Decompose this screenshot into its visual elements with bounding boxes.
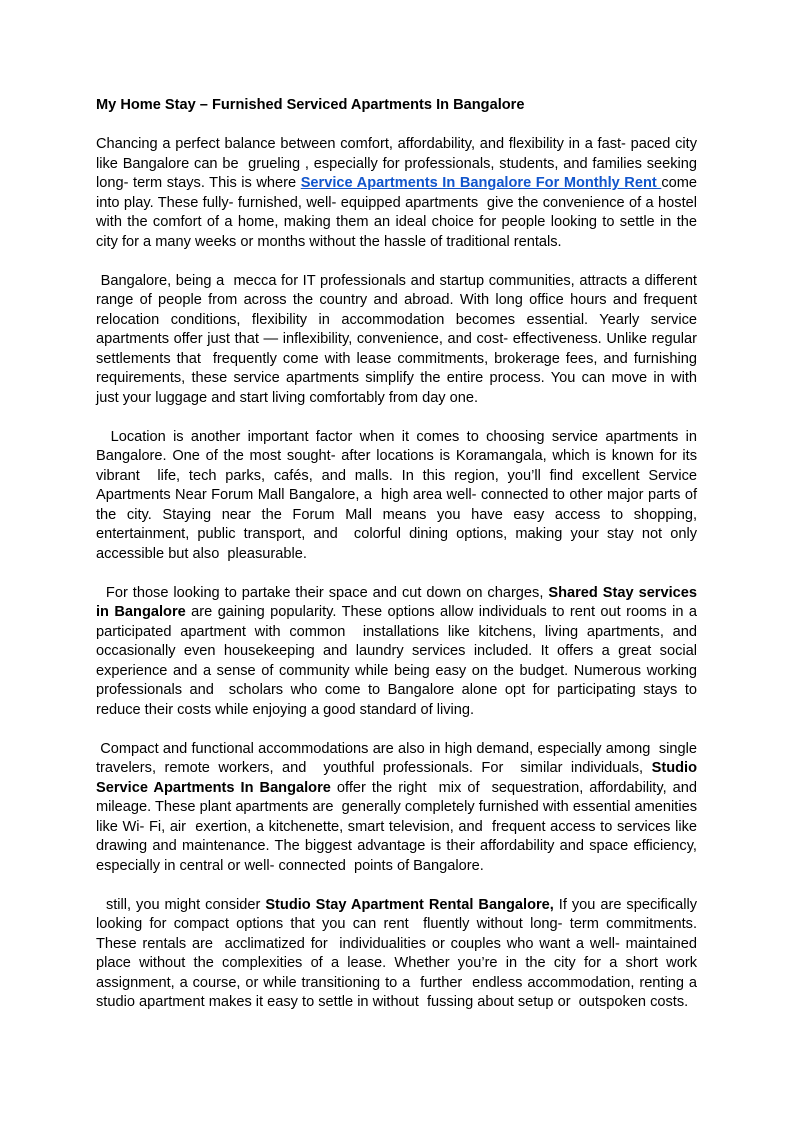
monthly-rent-link[interactable]: Service Apartments In Bangalore For Monthly Rent xyxy=(300,175,662,191)
paragraph-text: come into play. These fully- furnished, well- equipped apartments give the convenience of a hostel with the comfort of a home, making them an ideal choice for people looking to settle in the city for a many weeks or months without the hassle of traditional rentals. xyxy=(96,175,702,250)
paragraph-text: If you are specifically looking for compact options that you can rent fluently without long- term commitments. These rentals are acclimatized for individualities or couples who want a well- maintained place without the complexities of a lease. Whether you’re in the city for a short work assignment, a course, or while transitioning to a further endless accommodation, renting a studio apartment makes it easy to settle in without fussing about setup or outspoken costs. xyxy=(96,896,702,1010)
paragraph-text: Compact and functional accommodations are also in high demand, especially among single travelers, remote workers, and youthful professionals. For similar individuals, xyxy=(96,740,702,776)
paragraph-text: offer the right mix of sequestration, affordability, and mileage. These plant apartments are generally completely furnished with essential amenities like Wi- Fi, air exertion, a kitchenette, smart television, and frequent access to services like drawing and maintenance. The biggest advantage is their affordability and space efficiency, especially in central or well- connected points of Bangalore. xyxy=(96,779,706,874)
document-title: My Home Stay – Furnished Serviced Apartments In Bangalore xyxy=(96,97,525,113)
paragraph-shared-stay xyxy=(96,584,702,721)
bold-phrase: Studio Service Apartments In Bangalore xyxy=(96,760,702,796)
paragraph-bangalore-mecca: Bangalore, being a mecca for IT professionals and startup communities, attracts a different range of people from across the country and abroad. With long office hours and frequent relocation conditions, flexibility in accommodation becomes essential. Yearly service apartments offer just that — inflexibility, convenience, and cost- effectiveness. Unlike regular settlements that frequently come with lease commitments, brokerage fees, and furnishing requirements, these service apartments simplify the entire process. You can move in with just your luggage and start living comfortably from day one. xyxy=(96,272,702,406)
paragraph-text: still, you might consider xyxy=(96,896,266,913)
paragraph-compact-accommodations xyxy=(96,740,706,877)
paragraph-location: Location is another important factor when it comes to choosing service apartments in Bangalore. One of the most sought- after locations is Koramangala, which is known for its vibrant life, tech parks, cafés, and malls. In this region, you’ll find excellent Service Apartments Near Forum Mall Bangalore, a high area well- connected to other major parts of the city. Staying near the Forum Mall means you have easy access to shopping, entertainment, public transport, and colorful dining options, making your stay not only accessible but also pleasurable. xyxy=(96,428,702,562)
paragraph-text: For those looking to partake their space and cut down on charges, xyxy=(96,584,549,601)
paragraph-intro xyxy=(96,135,702,252)
paragraph-studio-stay xyxy=(96,896,702,1013)
bold-phrase: Shared Stay services in Bangalore xyxy=(96,584,702,620)
paragraph-text: are gaining popularity. These options allow individuals to rent out rooms in a participated apartment with common installations like kitchens, living apartments, and occasionally even housekeeping and laundry services included. It offers a great social experience and a sense of community while being easy on the budget. Numerous working professionals and scholars who come to Bangalore alone opt for participating stays to reduce their costs while enjoying a good standard of living. xyxy=(96,604,702,718)
document-page xyxy=(96,96,706,1032)
bold-phrase: Studio Stay Apartment Rental Bangalore, xyxy=(265,896,554,913)
paragraph-text: Chancing a perfect balance between comfort, affordability, and flexibility in a fast- paced city like Bangalore can be grueling , especially for professionals, students, and families seeking long- term stays. This is where xyxy=(96,136,702,191)
